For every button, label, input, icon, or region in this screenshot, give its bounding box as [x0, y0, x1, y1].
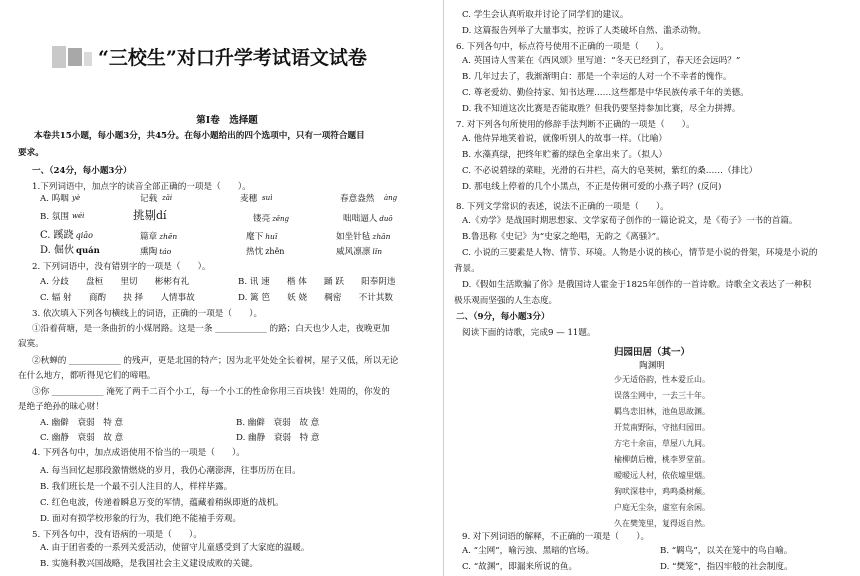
q9-option: B. “羁鸟”，以关在笼中的鸟自喻。 [660, 546, 793, 556]
redacted-logo-block [84, 52, 92, 66]
q1-option: 挑剔dí [133, 208, 167, 222]
q2-option: C. 辐 射 商酌 抉 择 人情事故 [40, 293, 195, 303]
question-1: 1.下列词语中，加点字的读音全部正确的一项是（ ）。 [32, 182, 251, 192]
q1-option: 熏陶 táo [140, 247, 172, 257]
poem-title: 归园田居（其一） [613, 347, 690, 358]
q7-option: C. 不必说碧绿的菜畦，光滑的石井栏，高大的皂荚树，紫红的桑……（排比） [462, 166, 758, 176]
q6-option: D. 我不知道这次比赛是否能取胜？但我仍要坚持参加比赛，尽全力拼搏。 [462, 104, 741, 114]
q6-option: B. 几年过去了，我渐渐明白：那是一个幸运的人对一个不幸者的愧作。 [462, 72, 732, 82]
q1-option: 热忱 zhěn [246, 247, 285, 257]
q1-option: 春意盎然 àng [340, 194, 398, 204]
q1-option: C. 蹊跷 qiāo [40, 230, 93, 241]
poem-line: 久在樊笼里，复得返自然。 [614, 519, 710, 528]
question-4: 4. 下列各句中，加点成语使用不恰当的一项是（ ）。 [32, 448, 245, 458]
poem-line: 误落尘网中，一去三十年。 [614, 391, 710, 400]
q8-option: 极乐观而坚强的人生态度。 [454, 296, 558, 306]
part2-intro: 阅读下面的诗歌，完成9 — 11题。 [462, 328, 596, 338]
q5-option: A. 由于团省委的一系列关爱活动，使留守儿童感受到了大家庭的温暖。 [40, 543, 310, 553]
q7-option: A. 他侍异地笑着说，就像听别人的故事一样。（比喻） [462, 134, 668, 144]
q3-sentence: 寂寞。 [18, 339, 44, 349]
q1-option: A. 呜咽 yè [40, 194, 81, 204]
poem-line: 羁鸟恋旧林，池鱼思故渊。 [614, 407, 710, 416]
poem-line: 暧暧远人村，依依墟里烟。 [614, 471, 710, 480]
redacted-logo-block [52, 46, 66, 68]
q3-option: C. 幽静 衰弱 故 意 [40, 433, 124, 443]
question-6: 6. 下列各句中，标点符号使用不正确的一项是（ ）。 [456, 42, 669, 52]
poem-line: 方宅十余亩，草屋八九间。 [614, 439, 710, 448]
q7-option: B. 水藻真绿，把终年贮蓄的绿色全拿出来了。（拟人） [462, 150, 668, 160]
left-column [18, 0, 436, 576]
q1-word: A. 呜咽 [40, 194, 69, 204]
q3-option: D. 幽静 衰弱 特 意 [236, 433, 320, 443]
poem-author: 陶渊明 [639, 361, 665, 371]
instructions-line: 要求。 [18, 148, 44, 158]
poem-line: 榆柳荫后檐，桃李罗堂前。 [614, 455, 710, 464]
q5-option: B. 实施科教兴国战略，是我国社会主义建设成败的关键。 [40, 559, 259, 569]
q4-option: A. 每当回忆起那段激情燃烧的岁月，我仍心潮澎湃，往事历历在目。 [40, 466, 301, 476]
q8-option: D.《假如生活欺骗了你》是俄国诗人霍金于1825年创作的一首诗歌。诗歌全文表达了一种积 [462, 280, 812, 290]
q1-option: D. 倔伙 quán [40, 245, 100, 256]
q1-option: 麦穗 suì [240, 194, 273, 204]
q6-option: C. 尊老爱幼、勤俭持家、知书达理……这些都是中华民族传承千年的美德。 [462, 88, 749, 98]
q9-option: D. “樊笼”，指囚牢般的社会制度。 [660, 562, 793, 572]
q4-option: C. 红色电波，传递着瞬息万变的军情，蕴藏着稍纵即逝的战机。 [40, 498, 284, 508]
q2-option: D. 篱 笆 妖 娆 稠密 不计其数 [238, 293, 394, 303]
q5-option: C. 学生会认真听取并讨论了同学们的建议。 [462, 10, 629, 20]
q5-option: D. 这篇报告列举了大量事实，控诉了人类破坏自然、滥杀动物。 [462, 26, 707, 36]
q3-option: A. 幽僻 衰弱 特 意 [40, 418, 124, 428]
q1-option: 如坐针毡 zhān [336, 232, 391, 242]
q2-option: B. 讯 速 楷 体 踊 跃 阳奉阴违 [238, 277, 396, 287]
q8-option: 背景。 [454, 264, 480, 274]
q3-sentence: ③你 ____________ 淹死了两千二百个小工，每一个小工的性命你用三百块钱！姓周的，你发的 [32, 387, 390, 397]
question-8: 8. 下列文学常识的表述，说法不正确的一项是（ ）。 [456, 202, 669, 212]
q1-option: 麾下 huī [246, 232, 278, 242]
part2-header: 二、（9分，每小题3分） [456, 312, 550, 322]
redacted-logo-block [68, 48, 82, 66]
title-row [52, 44, 432, 74]
q1-option: 镂亮 zěng [253, 214, 290, 224]
q3-sentence: 在什么地方，都听得见它们的啼唱。 [18, 371, 156, 381]
question-7: 7. 对下列各句所使用的修辞手法判断不正确的一项是（ ）。 [456, 120, 695, 130]
q4-option: B. 我们班长是一个最不引人注目的人，样样毕露。 [40, 482, 233, 492]
question-3: 3. 依次填入下列各句横线上的词语，正确的一项是（ ）。 [32, 309, 263, 319]
poem-line: 少无适俗韵，性本爱丘山。 [614, 375, 710, 384]
q3-sentence: 是绝子绝孙的昧心财！ [18, 402, 104, 412]
q3-option: B. 幽僻 衰弱 故 意 [236, 418, 320, 428]
poem-line: 开荒南野际，守拙归园田。 [614, 423, 710, 432]
q8-option: A.《劝学》是战国时期思想家、文学家荀子创作的一篇论说文，是《荀子》一书的首篇。 [462, 216, 798, 226]
column-divider [443, 0, 444, 576]
q1-option: B. 氛围 wéi [40, 212, 85, 222]
instructions-line: 本卷共15小题，每小题3分，共45分。在每小题给出的四个选项中，只有一项符合题目 [34, 131, 365, 141]
poem-line: 户庭无尘杂，虚室有余闲。 [614, 503, 710, 512]
q1-option: 咄咄逼人 duō [343, 214, 393, 224]
q3-sentence: ②秋蝉的 ____________ 的残声，更是北国的特产；因为北平处处全长着树，屋子又低，所以无论 [32, 356, 399, 366]
q7-option: D. 那电线上停着的几个小黑点，不正是传俐可爱的小燕子吗？(反问) [462, 182, 722, 192]
q1-option: 威风凛凛 lǐn [336, 247, 383, 257]
part1-header: 一、（24分，每小题3分） [32, 166, 132, 176]
q6-option: A. 英国诗人雪莱在《西风颂》里写道：“冬天已经到了，春天还会远吗？” [462, 56, 741, 66]
q8-option: B.鲁迅称《史记》为“史家之绝唱，无韵之《离骚》”。 [462, 232, 665, 242]
q1-option: 篇章 zhēn [140, 232, 178, 242]
q9-option: C. “故渊”，即漏来所说的鱼。 [462, 562, 578, 572]
poem-line: 狗吠深巷中，鸡鸣桑树颠。 [614, 487, 710, 496]
question-9: 9. 对下列词语的解释，不正确的一项是（ ）。 [462, 532, 650, 542]
q4-option: D. 面对有损学校形象的行为，我们绝不能袖手旁观。 [40, 514, 242, 524]
q3-sentence: ①沿着荷塘，是一条曲折的小煤屑路。这是一条 ____________ 的路；白天也少人走，夜晚更加 [32, 324, 390, 334]
q1-option: 记载 zǎi [140, 194, 173, 204]
exam-title: “三校生”对口升学考试语文试卷 [98, 47, 367, 69]
q8-option: C. 小说的三要素是人物、情节、环境。人物是小说的核心，情节是小说的骨架，环境是小说的 [462, 248, 818, 258]
question-2: 2. 下列词语中，没有错别字的一项是（ ）。 [32, 262, 211, 272]
q9-option: A. “尘网”，喻污浊、黑暗的官场。 [462, 546, 595, 556]
section-title: 第Ⅰ卷 选择题 [196, 115, 258, 126]
question-5: 5. 下列各句中，没有语病的一项是（ ）。 [32, 530, 202, 540]
q2-option: A. 分歧 盘桓 里切 彬彬有礼 [40, 277, 190, 287]
right-column [454, 0, 850, 576]
